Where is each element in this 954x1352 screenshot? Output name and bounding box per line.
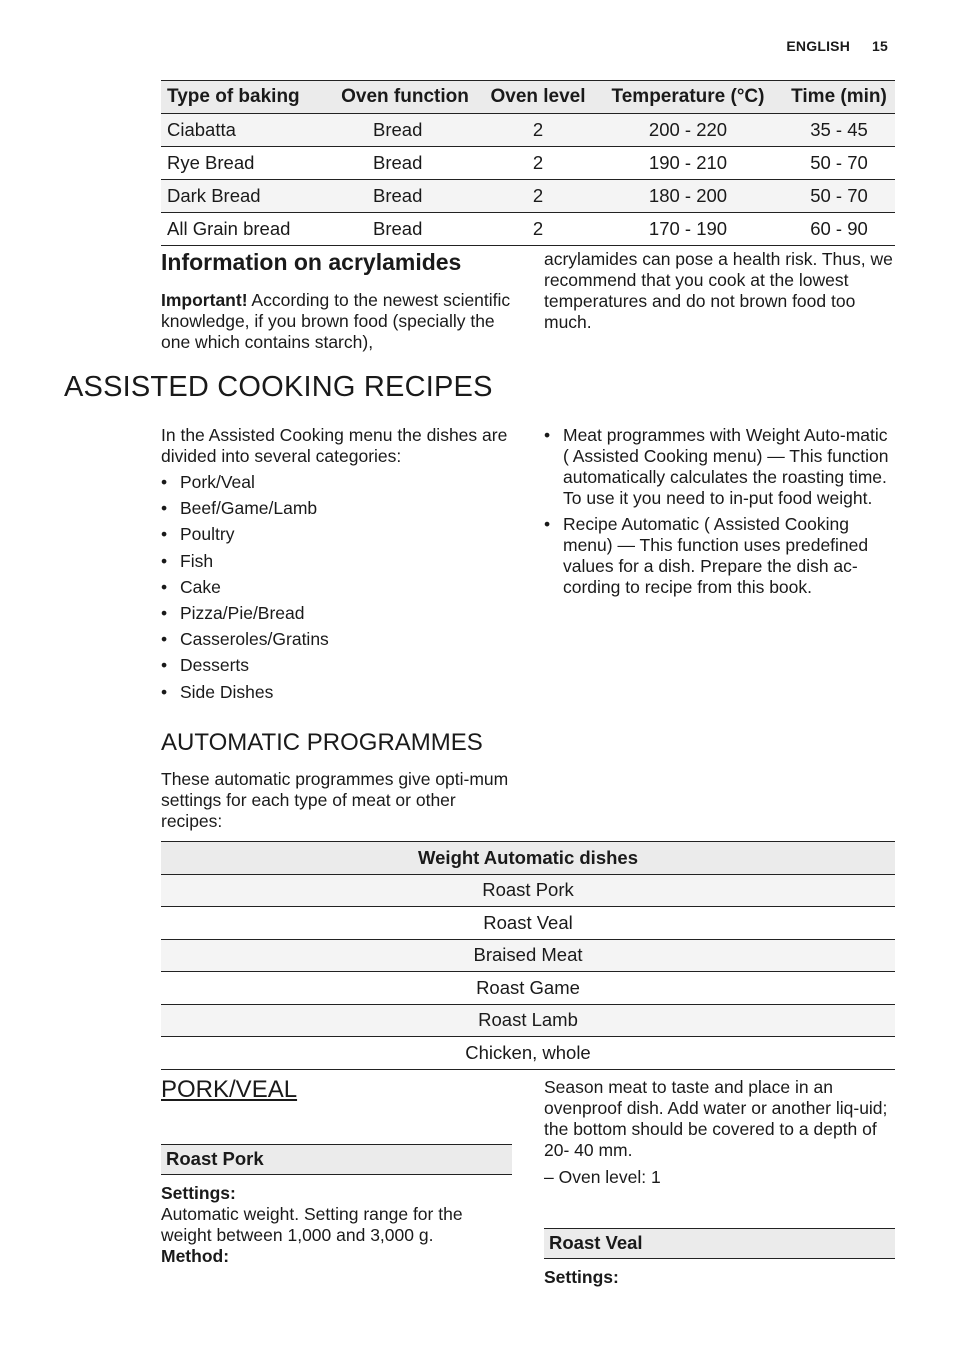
table-cell: 180 - 200 <box>593 180 783 213</box>
table-row <box>161 874 895 907</box>
roast-veal-details <box>544 1267 894 1288</box>
weight-automatic-table <box>161 841 895 1070</box>
oven-level-item: – Oven level: 1 <box>544 1167 661 1187</box>
table-cell: Ciabatta <box>161 114 327 147</box>
list-item: • Desserts <box>161 655 511 681</box>
table-cell: Bread <box>327 114 483 147</box>
table-header-row <box>161 842 895 875</box>
column-header: Temperature (°C) <box>593 81 783 114</box>
table-header-row <box>161 81 895 114</box>
list-item: • Side Dishes <box>161 682 511 708</box>
list-item: • Pizza/Pie/Bread <box>161 603 511 629</box>
table-cell: 2 <box>483 180 593 213</box>
list-item: • Meat programmes with Weight Auto-matic ( Assisted Cooking menu) — This function automatically calculates the roasting time. To use it you need to in-put food weight. <box>544 425 896 509</box>
table-cell: Braised Meat <box>161 939 895 972</box>
table-cell: Chicken, whole <box>161 1037 895 1070</box>
table-cell: Bread <box>327 213 483 246</box>
list-item: • Beef/Game/Lamb <box>161 498 511 524</box>
list-item: • Fish <box>161 551 511 577</box>
page-number: 15 <box>872 38 888 54</box>
table-cell: Dark Bread <box>161 180 327 213</box>
automatic-programmes-heading: AUTOMATIC PROGRAMMES <box>161 729 483 756</box>
table-cell: Roast Lamb <box>161 1004 895 1037</box>
intro-text: In the Assisted Cooking menu the dishes are divided into several categories: <box>161 425 508 466</box>
roast-pork-details <box>161 1183 511 1267</box>
function-list <box>544 425 896 603</box>
list-item: • Pork/Veal <box>161 472 511 498</box>
settings-label: Settings: <box>544 1267 619 1287</box>
automatic-programmes-text: These automatic programmes give opti-mum settings for each type of meat or other recipes: <box>161 769 509 831</box>
roast-veal-title: Roast Veal <box>544 1228 895 1259</box>
table-cell: Rye Bread <box>161 147 327 180</box>
table-row <box>161 1037 895 1070</box>
table-row <box>161 114 895 147</box>
column-header: Oven level <box>483 81 593 114</box>
roast-pork-title: Roast Pork <box>161 1144 512 1175</box>
settings-label: Settings: <box>161 1183 236 1203</box>
table-cell: Bread <box>327 180 483 213</box>
table-cell: 50 - 70 <box>783 147 895 180</box>
list-item: • Cake <box>161 577 511 603</box>
table-cell: 170 - 190 <box>593 213 783 246</box>
page-header <box>786 38 888 54</box>
table-cell: Roast Veal <box>161 907 895 940</box>
table-row <box>161 907 895 940</box>
table-cell: Bread <box>327 147 483 180</box>
list-item: • Recipe Automatic ( Assisted Cooking menu) — This function uses predefined values for a dish. Prepare the dish ac-cording to recipe from this book. <box>544 514 896 598</box>
column-header: Oven function <box>327 81 483 114</box>
language-label: ENGLISH <box>786 38 851 54</box>
important-label: Important! <box>161 290 248 310</box>
table-row <box>161 1004 895 1037</box>
table-cell: 35 - 45 <box>783 114 895 147</box>
table-row <box>161 939 895 972</box>
table-cell: 2 <box>483 114 593 147</box>
list-item: • Poultry <box>161 524 511 550</box>
column-header: Type of baking <box>161 81 327 114</box>
table-cell: Roast Game <box>161 972 895 1005</box>
table-row <box>161 180 895 213</box>
table-cell: All Grain bread <box>161 213 327 246</box>
section-title: ASSISTED COOKING RECIPES <box>64 371 493 403</box>
table-cell: 2 <box>483 147 593 180</box>
table-row <box>161 147 895 180</box>
table-cell: 50 - 70 <box>783 180 895 213</box>
method-text: Season meat to taste and place in an ovenproof dish. Add water or another liq-uid; the bottom should be covered to a depth of 20- 40 mm. <box>544 1077 888 1160</box>
list-item: • Casseroles/Gratins <box>161 629 511 655</box>
method-label: Method: <box>161 1246 230 1266</box>
acrylamides-heading: Information on acrylamides <box>161 249 462 275</box>
category-list <box>161 472 511 708</box>
table-cell: 2 <box>483 213 593 246</box>
column-header: Time (min) <box>783 81 895 114</box>
table-cell: Roast Pork <box>161 874 895 907</box>
table-cell: 200 - 220 <box>593 114 783 147</box>
settings-text: Automatic weight. Setting range for the weight between 1,000 and 3,000 g. <box>161 1204 463 1245</box>
acrylamides-text-left <box>161 290 511 353</box>
table-cell: 60 - 90 <box>783 213 895 246</box>
baking-table <box>161 80 895 246</box>
pork-veal-heading: PORK/VEAL <box>161 1076 298 1103</box>
acrylamides-text-left-body: According to the newest scientific knowledge, if you brown food (specially the one which contains starch), <box>161 290 511 352</box>
column-header: Weight Automatic dishes <box>161 842 895 875</box>
table-cell: 190 - 210 <box>593 147 783 180</box>
table-row <box>161 972 895 1005</box>
table-row <box>161 213 895 246</box>
acrylamides-text-right: acrylamides can pose a health risk. Thus, we recommend that you cook at the lowest temperatures and do not brown food too much. <box>544 249 893 332</box>
